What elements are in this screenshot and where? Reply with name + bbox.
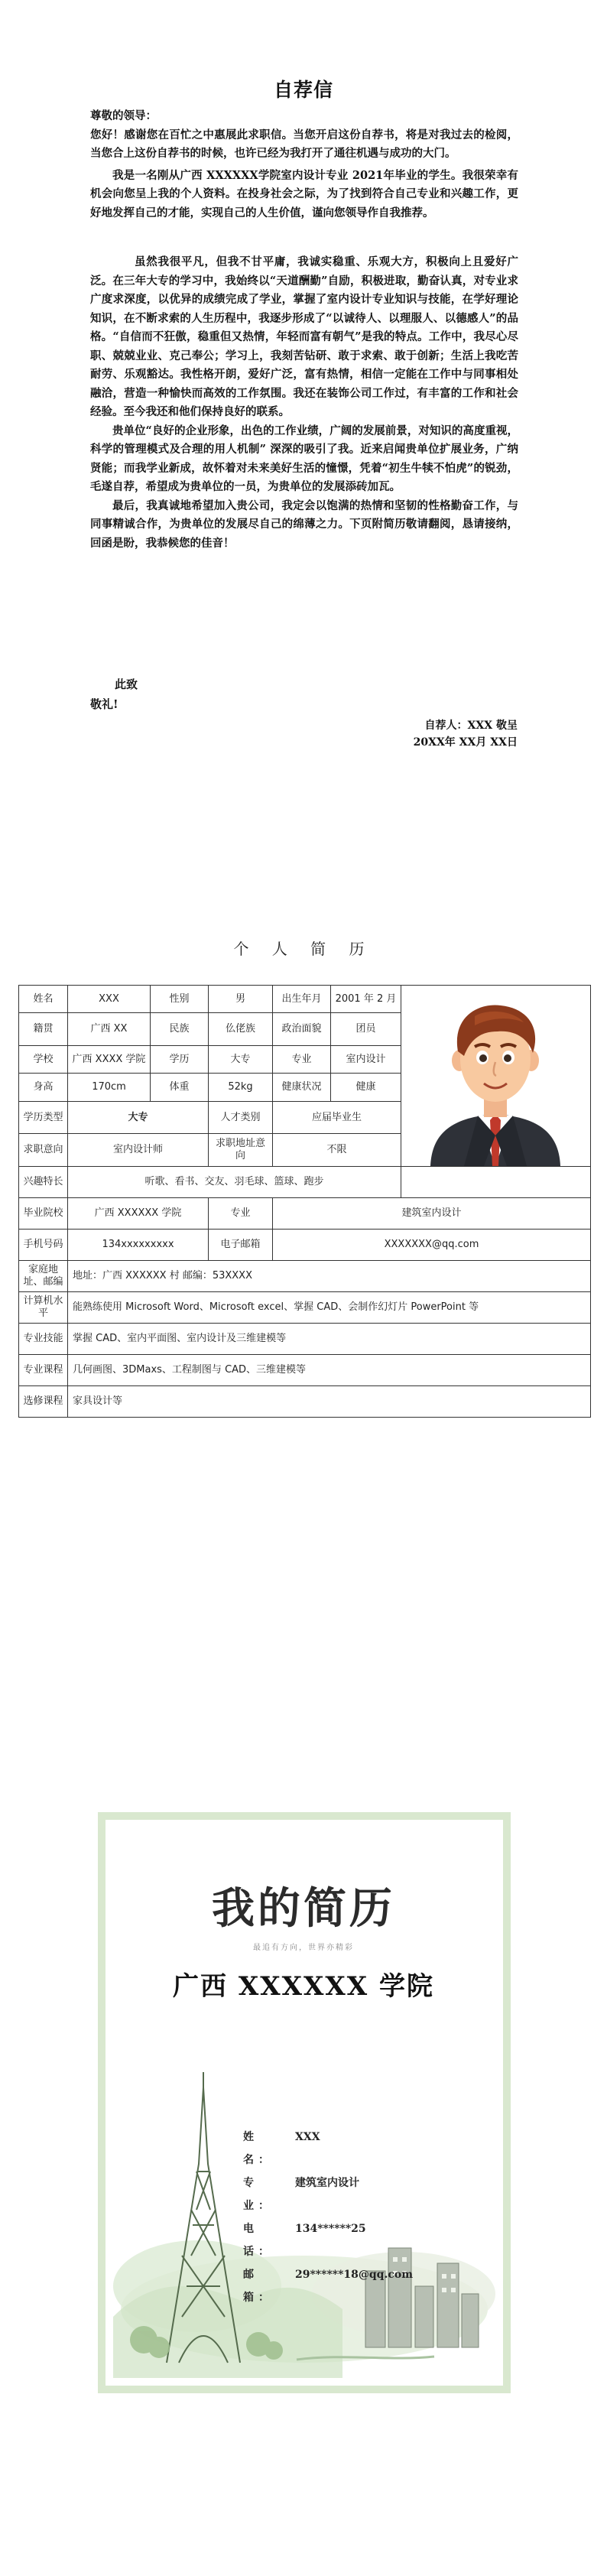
table-row [19,1292,591,1324]
photo-cell [401,986,591,1167]
table-row [19,1324,591,1355]
value-cell: 广西 XXXXXX 学院 [68,1198,209,1230]
label-cell: 手机号码 [19,1230,68,1261]
label-cell: 身高 [19,1074,68,1101]
value-cell: 地址：广西 XXXXXX 村 邮编：53XXXX [68,1261,591,1292]
cover-info-label: 邮 箱： [243,2269,274,2304]
value-cell: 仫佬族 [209,1013,273,1046]
value-cell: 室内设计师 [68,1134,209,1167]
letter-title: 自荐信 [273,79,333,101]
value-cell: 52kg [209,1074,273,1101]
label-cell: 求职意向 [19,1134,68,1167]
cover-info-label: 专 业： [243,2177,274,2212]
letter-paragraph: 虽然我很平凡，但我不甘平庸，我诚实稳重、乐观大方，积极向上且爱好广泛。在三年大专的学习中，我始终以“天道酬勤”自励，积极进取，勤奋认真，对专业求广度求深度，以优异的成绩完成了学业，掌握了室内设计专业知识与技能，在学好理论知识，在不断求索的人生历程中，我逐步形成了“以诚待人、以理服人、以德感人”的品格。“自信而不狂傲，稳重但又热情，年轻而富有朝气”是我的特点。工作中，我尽心尽职、兢兢业业、克己奉公；学习上，我刻苦钻研、敢于求索、敢于创新；生活上我吃苦耐劳、乐观豁达。我性格开朗，爱好广泛，富有热情，相信一定能在工作中与同事相处融洽，营造一种愉快而高效的工作氛围。我还在装饰公司工作过，有丰富的工作和社会经验。至今我还和他们保持良好的联系。 [90,255,518,418]
label-cell: 学历类型 [19,1101,68,1134]
label-cell: 学校 [19,1045,68,1073]
cover-info [243,2126,488,2309]
resume-cover-page [0,1804,607,2576]
value-cell: 能熟练使用 Microsoft Word、Microsoft excel、掌握 CAD、会制作幻灯片 PowerPoint 等 [68,1292,591,1324]
value-cell: 男 [209,986,273,1013]
table-row [19,1355,591,1386]
letter-paragraph: 贵单位“良好的企业形象，出色的工作业绩，广阔的发展前景，对知识的高度重视，科学的管理模式及合理的用人机制” 深深的吸引了我。近来启闻贵单位扩展业务，广纳贤能；而我学业新成，故怀着对未来美好生活的憧憬，凭着“初生牛犊不怕虎”的锐劲，毛遂自荐，希望成为贵单位的一员，为贵单位的发展添砖加瓦。 [90,424,518,493]
value-cell: 室内设计 [331,1045,401,1073]
cover-info-row [243,2172,488,2217]
label-cell: 体重 [151,1074,209,1101]
cover-info-value: 29******18@qq.com [295,2269,414,2281]
label-cell: 出生年月 [273,986,331,1013]
value-cell: 应届毕业生 [273,1101,401,1134]
cover-info-value: XXX [295,2131,320,2143]
resume-table [18,985,591,1418]
value-cell: 健康 [331,1074,401,1101]
cover-info-row [243,2126,488,2172]
cover-subtitle: 最追有方向，世界亦精彩 [253,1944,354,1952]
label-cell: 籍贯 [19,1013,68,1046]
label-cell: 民族 [151,1013,209,1046]
letter-paragraph: 我是一名刚从广西 XXXXXX学院室内设计专业 2021年毕业的学生。我很荣幸有机会向您呈上我的个人资料。在投身社会之际，为了找到符合自己专业和兴趣工作，更好地发挥自己的才能，实现自己的人生价值，谨向您领导作自我推荐。 [90,168,518,219]
table-row [19,1167,591,1198]
label-cell: 家庭地址、邮编 [19,1261,68,1292]
value-cell: 不限 [273,1134,401,1167]
table-row [19,986,591,1013]
label-cell: 性别 [151,986,209,1013]
label-cell: 专业技能 [19,1324,68,1355]
table-row [19,1386,591,1418]
label-cell: 姓名 [19,986,68,1013]
letter-closing-ci-zhi: 此致 [115,677,138,691]
value-cell: 大专 [209,1045,273,1073]
resume-title: 个 人 简 历 [233,940,374,958]
cover-school: 广西 XXXXXX 学院 [173,1971,434,2002]
cover-info-label: 电 话： [243,2223,274,2258]
value-cell: 大专 [68,1101,209,1134]
table-row [19,1261,591,1292]
table-row [19,1230,591,1261]
avatar [401,986,589,1166]
cover-title: 我的简历 [212,1883,395,1934]
letter-body [90,107,518,553]
label-cell: 人才类别 [209,1101,273,1134]
letter-paragraph: 您好！感谢您在百忙之中惠展此求职信。当您开启这份自荐书，将是对我过去的检阅，当您合上这份自荐书的时候，也许已经为我打开了通往机遇与成功的大门。 [90,128,518,160]
value-cell: 2001 年 2 月 [331,986,401,1013]
label-cell: 专业课程 [19,1355,68,1386]
cover-info-row [243,2263,488,2309]
resume-section [0,918,607,1606]
label-cell: 计算机水平 [19,1292,68,1324]
value-cell: 建筑室内设计 [273,1198,591,1230]
letter-paragraph: 最后，我真诚地希望加入贵公司，我定会以饱满的热情和坚韧的性格勤奋工作，与同事精诚合作，为贵单位的发展尽自己的绵薄之力。下页附简历敬请翻阅，恳请接纳，回函是盼，我恭候您的佳音！ [90,499,518,550]
label-cell: 选修课程 [19,1386,68,1418]
cover-info-row [243,2217,488,2263]
letter-closing-jing-li: 敬礼! [90,697,118,711]
cover-letter [0,0,607,765]
value-cell: 家具设计等 [68,1386,591,1418]
label-cell: 毕业院校 [19,1198,68,1230]
value-cell: 几何画图、3DMaxs、工程制图与 CAD、三维建模等 [68,1355,591,1386]
value-cell: 广西 XXXX 学院 [68,1045,151,1073]
letter-greeting: 尊敬的领导： [90,109,157,122]
value-cell: 170cm [68,1074,151,1101]
label-cell: 学历 [151,1045,209,1073]
value-cell: 团员 [331,1013,401,1046]
label-cell: 健康状况 [273,1074,331,1101]
cover-info-label: 姓 名： [243,2131,274,2166]
label-cell: 专业 [209,1198,273,1230]
label-cell: 电子邮箱 [209,1230,273,1261]
value-cell: XXXXXXX@qq.com [273,1230,591,1261]
table-row [19,1198,591,1230]
cover-info-value: 建筑室内设计 [295,2177,359,2189]
label-cell: 专业 [273,1045,331,1073]
label-cell: 政治面貌 [273,1013,331,1046]
value-cell: 广西 XX [68,1013,151,1046]
empty-cell [401,1167,591,1198]
cover-info-value: 134******25 [295,2223,366,2235]
label-cell: 兴趣特长 [19,1167,68,1198]
letter-date: 20XX年 XX月 XX日 [413,736,518,749]
value-cell: 听歌、看书、交友、羽毛球、篮球、跑步 [68,1167,401,1198]
value-cell: 掌握 CAD、室内平面图、室内设计及三维建模等 [68,1324,591,1355]
label-cell: 求职地址意向 [209,1134,273,1167]
letter-signature: 自荐人：XXX 敬呈 [424,720,518,732]
value-cell: 134xxxxxxxxx [68,1230,209,1261]
value-cell: XXX [68,986,151,1013]
